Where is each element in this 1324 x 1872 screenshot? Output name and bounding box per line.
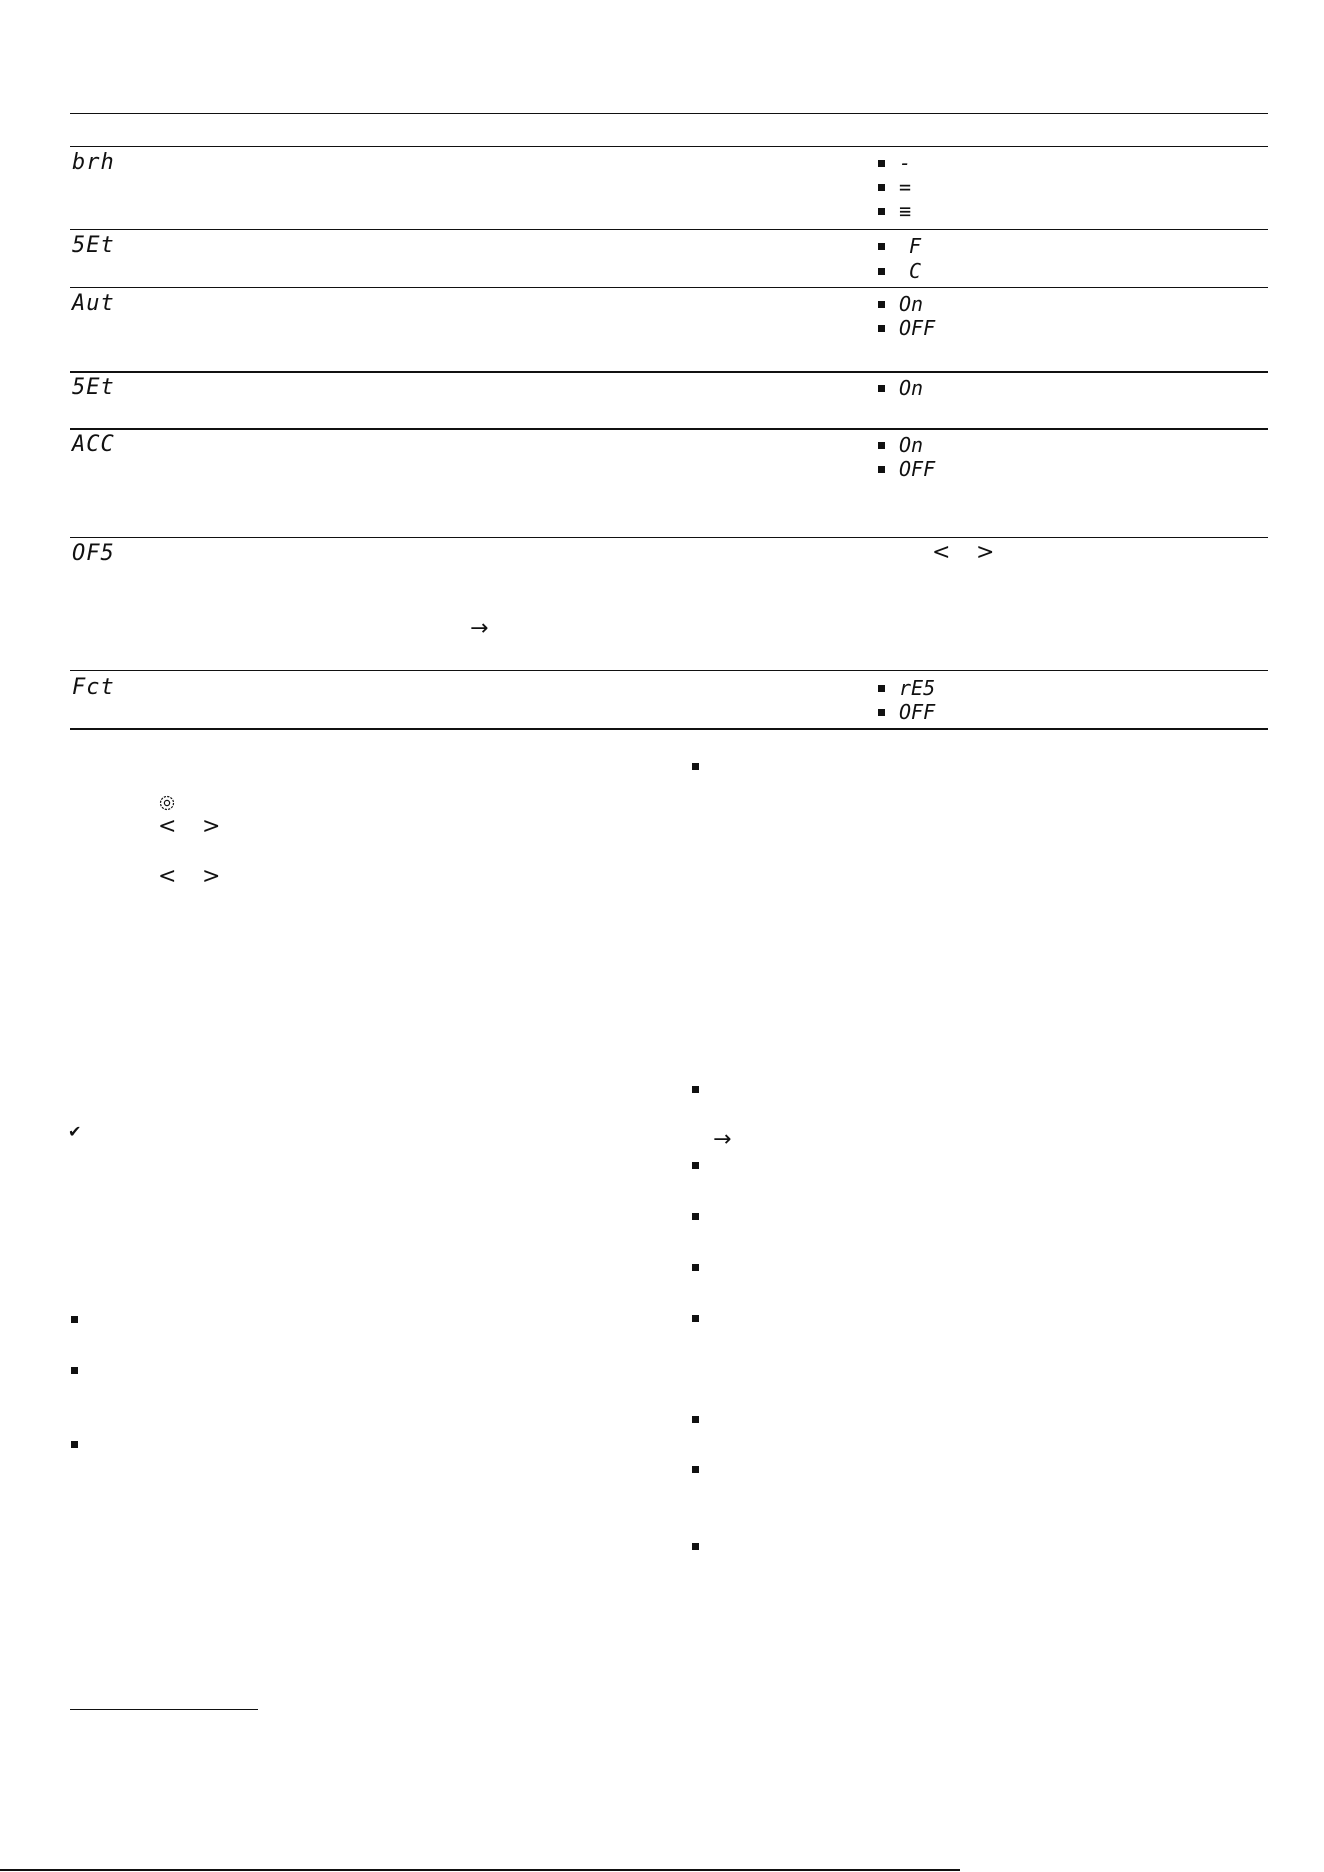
option-item — [878, 175, 911, 199]
bullet-icon — [692, 1466, 699, 1473]
row-divider — [70, 229, 1268, 230]
bullet-icon — [878, 709, 885, 716]
bullet-icon — [878, 685, 885, 692]
bullet-icon — [692, 1543, 699, 1550]
bullet-icon — [71, 1441, 78, 1448]
bullet-icon — [878, 208, 885, 215]
row-code-set-on: 5Et — [72, 375, 115, 400]
row-divider — [70, 287, 1268, 288]
option-text: = — [899, 175, 912, 199]
bullet-icon — [692, 1213, 699, 1220]
bullet-icon — [878, 301, 885, 308]
option-text: OFF — [899, 316, 936, 340]
option-item — [878, 316, 935, 340]
chevron-left-icon: < — [158, 814, 177, 839]
option-item — [878, 376, 923, 400]
option-text: rE5 — [899, 676, 936, 700]
option-text: - — [899, 151, 912, 175]
bullet-icon — [878, 268, 885, 275]
row-code-set-unit: 5Et — [72, 233, 115, 258]
bullet-icon — [878, 466, 885, 473]
row-code-fct: Fct — [72, 675, 115, 700]
table-header-rule — [70, 146, 1268, 147]
bullet-icon — [878, 184, 885, 191]
row-code-acc: ACC — [72, 432, 115, 457]
option-text: On — [899, 292, 924, 316]
bullet-icon — [692, 763, 699, 770]
row-code-ofs: OF5 — [72, 541, 115, 566]
chevron-left-icon: < — [932, 540, 951, 565]
settings-icon — [158, 794, 176, 812]
bullet-icon — [692, 1162, 699, 1169]
option-item — [878, 292, 923, 316]
option-text: On — [899, 433, 924, 457]
bullet-icon — [878, 442, 885, 449]
footnote-rule — [70, 1709, 258, 1710]
table-top-rule — [70, 113, 1268, 114]
table-bottom-rule — [70, 728, 1268, 730]
option-text: On — [899, 376, 924, 400]
check-icon: ✔ — [68, 1122, 82, 1141]
option-item — [878, 151, 911, 175]
option-item — [878, 457, 935, 481]
bullet-icon — [692, 1264, 699, 1271]
bullet-icon — [692, 1416, 699, 1423]
bullet-icon — [692, 1315, 699, 1322]
bullet-icon — [692, 1086, 699, 1093]
bullet-icon — [878, 243, 885, 250]
arrow-right-icon: → — [470, 616, 489, 641]
option-item — [878, 676, 935, 700]
option-item — [878, 234, 921, 258]
row-divider — [70, 428, 1268, 430]
page-bottom-rule — [0, 1869, 960, 1871]
bullet-icon — [71, 1316, 78, 1323]
row-code-aut: Aut — [72, 291, 115, 316]
option-text: F — [909, 234, 922, 258]
chevron-left-icon: < — [158, 864, 177, 889]
arrow-right-icon: → — [713, 1127, 732, 1152]
row-code-brh: brh — [72, 150, 115, 175]
chevron-right-icon: > — [202, 864, 221, 889]
row-divider — [70, 670, 1268, 671]
row-divider — [70, 371, 1268, 373]
option-item — [878, 433, 923, 457]
option-item — [878, 700, 935, 724]
option-text: OFF — [899, 457, 936, 481]
option-text: OFF — [899, 700, 936, 724]
option-text: ≡ — [899, 199, 912, 223]
bullet-icon — [71, 1367, 78, 1374]
option-text: C — [909, 259, 922, 283]
bullet-icon — [878, 325, 885, 332]
option-item — [878, 259, 921, 283]
bullet-icon — [878, 385, 885, 392]
chevron-right-icon: > — [976, 540, 995, 565]
chevron-right-icon: > — [202, 814, 221, 839]
option-item — [878, 199, 911, 223]
bullet-icon — [878, 160, 885, 167]
row-divider — [70, 537, 1268, 538]
